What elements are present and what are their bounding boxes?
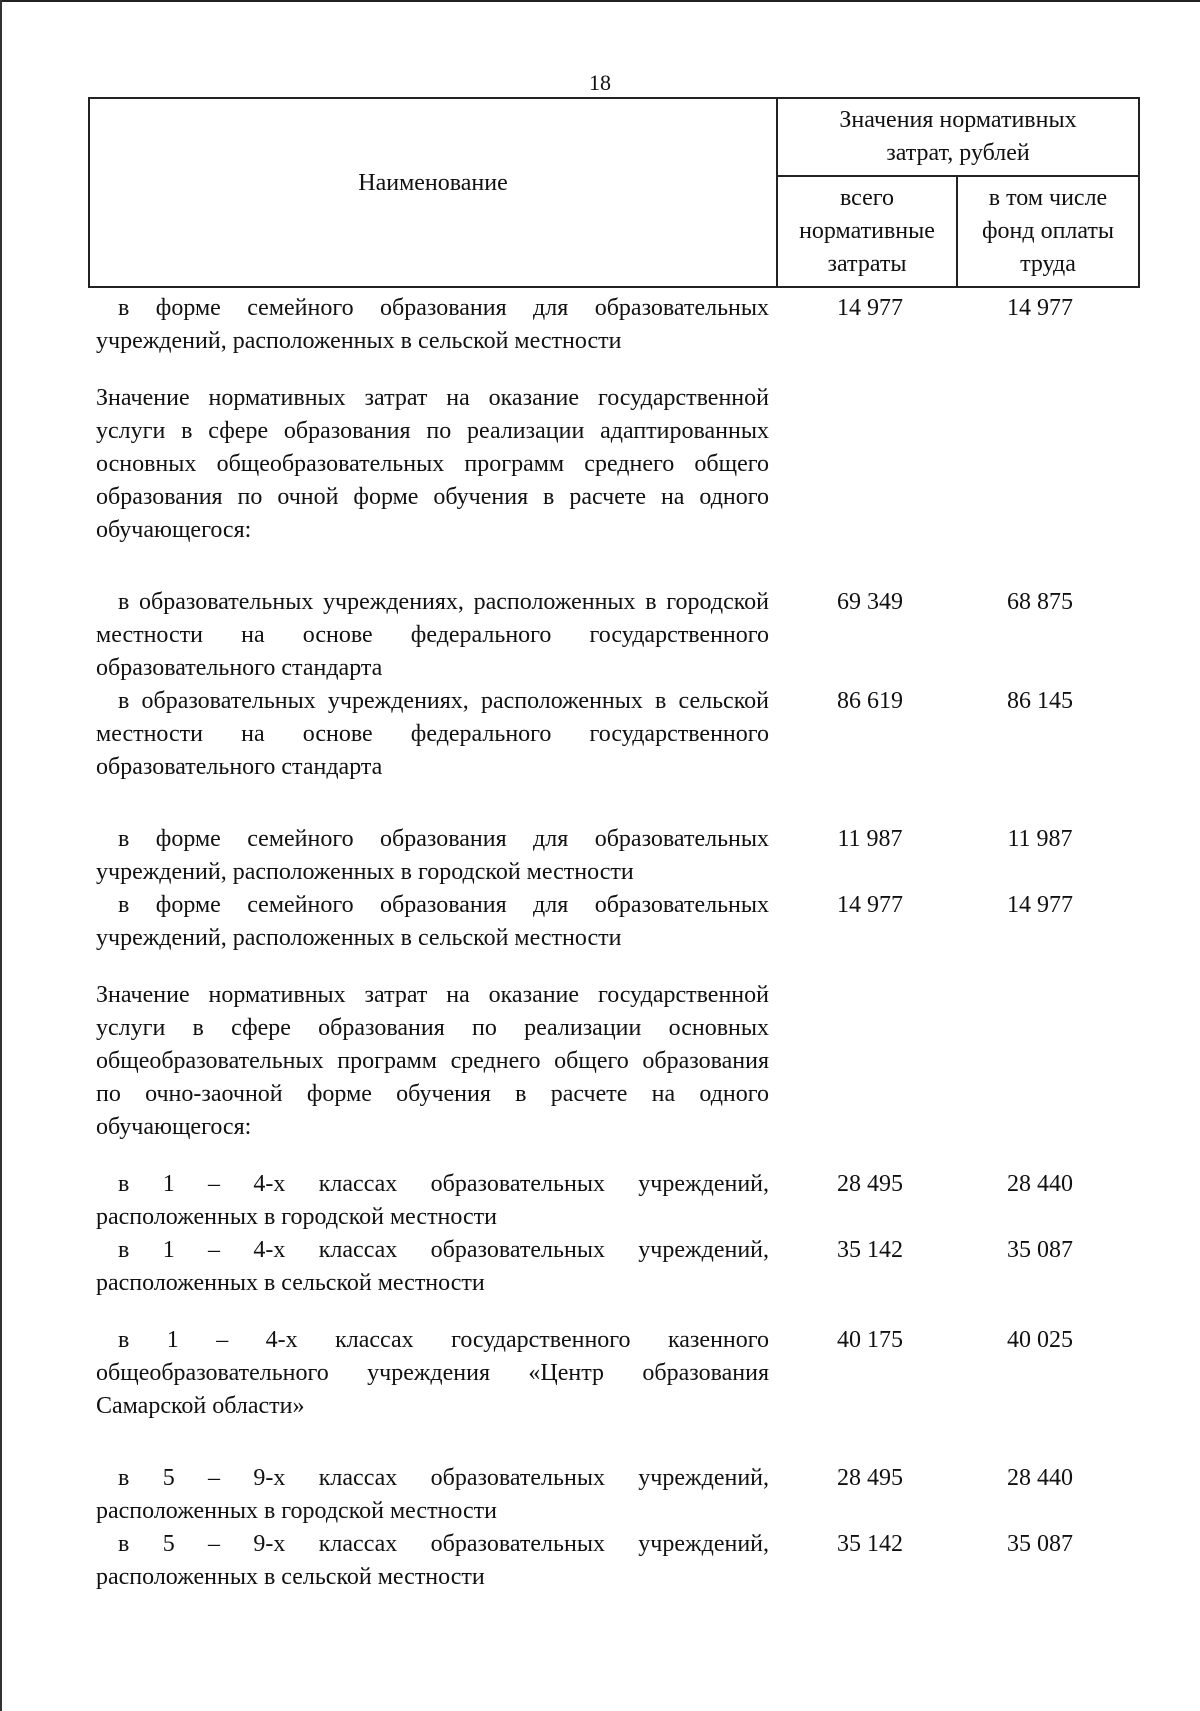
- row-total: 35 142: [837, 1531, 903, 1557]
- row-total: 40 175: [837, 1327, 903, 1353]
- page-number: 18: [589, 70, 611, 95]
- table-row: [96, 889, 1138, 955]
- row-total: 14 977: [837, 295, 903, 321]
- row-fot: 14 977: [1007, 295, 1073, 321]
- table-row: [96, 1234, 1138, 1300]
- table-row: [96, 823, 1138, 889]
- row-fot: 14 977: [1007, 892, 1073, 918]
- table-row: [96, 1462, 1138, 1528]
- row-fot: 28 440: [1007, 1465, 1073, 1491]
- section-title: Значение нормативных затрат на оказание государственной услуги в сфере образования по реализации основных общеобразовательных программ среднего общего образования по очно-заочной форме обучения в расчете на одного обучающегося:: [96, 982, 769, 1140]
- row-name: в 5 – 9-х классах образовательных учреждений, расположенных в сельской местности: [96, 1531, 769, 1590]
- header-fot-cell: в том числе фонд оплаты труда: [957, 176, 1139, 287]
- row-name: в образовательных учреждениях, расположенных в сельской местности на основе федерального государственного образовательного стандарта: [96, 688, 769, 780]
- header-values-group: Значения нормативных затрат, рублей: [777, 98, 1139, 176]
- row-total: 14 977: [837, 892, 903, 918]
- table-row: [96, 1528, 1138, 1594]
- section-row: [96, 979, 1138, 1144]
- scan-edge-left: [0, 0, 2, 1711]
- row-name: в форме семейного образования для образовательных учреждений, расположенных в сельской местности: [96, 892, 769, 951]
- header-name-cell: Наименование: [89, 98, 777, 287]
- table-row: [96, 292, 1138, 358]
- table-row: [96, 685, 1138, 784]
- row-fot: 86 145: [1007, 688, 1073, 714]
- row-total: 35 142: [837, 1237, 903, 1263]
- section-title: Значение нормативных затрат на оказание государственной услуги в сфере образования по реализации адаптированных основных общеобразовательных программ среднего общего образования по очной форме обучения в расчете на одного обучающегося:: [96, 385, 769, 543]
- table-body: [96, 292, 1138, 1594]
- row-name: в 1 – 4-х классах государственного казенного общеобразовательного учреждения «Центр образования Самарской области»: [96, 1327, 769, 1419]
- row-fot: 35 087: [1007, 1237, 1073, 1263]
- row-fot: 35 087: [1007, 1531, 1073, 1557]
- table-row: [96, 1324, 1138, 1423]
- row-name: в образовательных учреждениях, расположенных в городской местности на основе федерального государственного образовательного стандарта: [96, 589, 769, 681]
- row-name: в 1 – 4-х классах образовательных учреждений, расположенных в сельской местности: [96, 1237, 769, 1296]
- row-name: в 1 – 4-х классах образовательных учреждений, расположенных в городской местности: [96, 1171, 769, 1230]
- row-total: 86 619: [837, 688, 903, 714]
- scan-edge-top: [0, 0, 1200, 2]
- row-total: 11 987: [837, 826, 903, 852]
- row-total: 28 495: [837, 1171, 903, 1197]
- row-name: в форме семейного образования для образовательных учреждений, расположенных в городской местности: [96, 826, 769, 885]
- section-row: [96, 382, 1138, 547]
- row-name: в форме семейного образования для образовательных учреждений, расположенных в сельской местности: [96, 295, 769, 354]
- table-row: [96, 586, 1138, 685]
- table-header: [88, 97, 1138, 288]
- row-fot: 11 987: [1007, 826, 1073, 852]
- row-total: 28 495: [837, 1465, 903, 1491]
- header-table: [88, 97, 1140, 288]
- row-total: 69 349: [837, 589, 903, 615]
- row-fot: 28 440: [1007, 1171, 1073, 1197]
- table-row: [96, 1168, 1138, 1234]
- row-name: в 5 – 9-х классах образовательных учреждений, расположенных в городской местности: [96, 1465, 769, 1524]
- row-fot: 40 025: [1007, 1327, 1073, 1353]
- row-fot: 68 875: [1007, 589, 1073, 615]
- header-total-cell: всего нормативные затраты: [777, 176, 957, 287]
